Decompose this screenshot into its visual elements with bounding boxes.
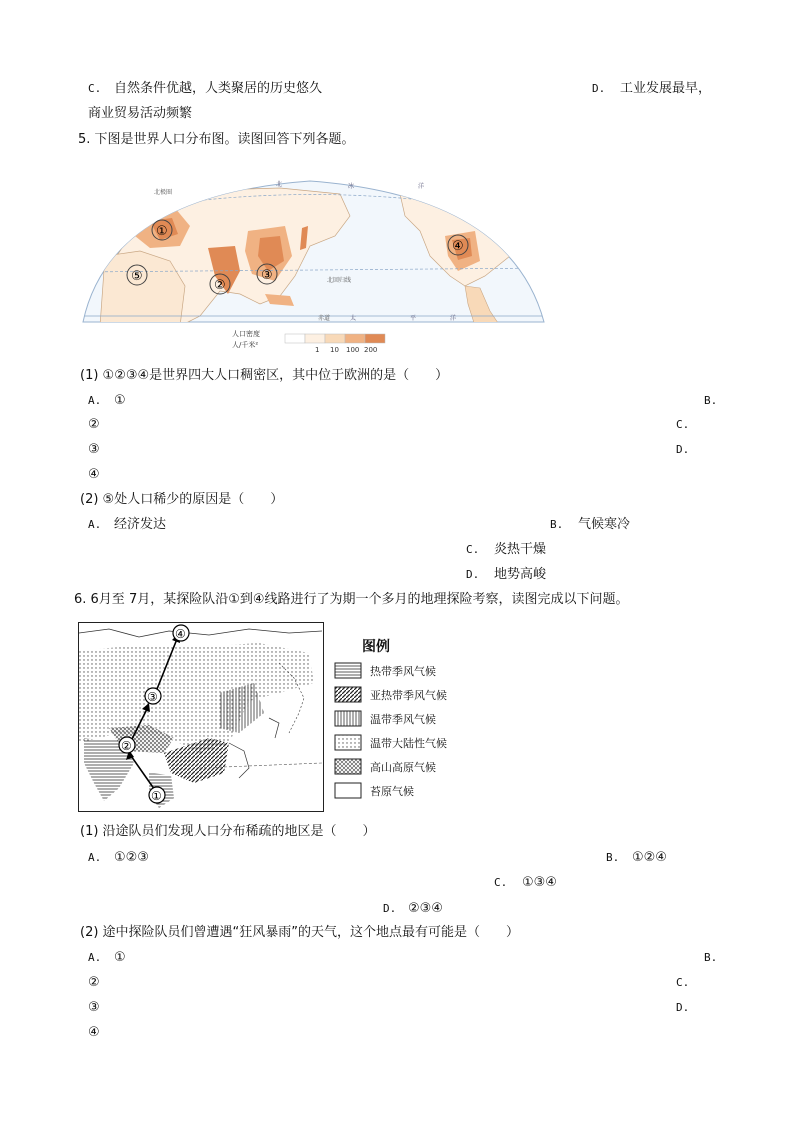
- climate-legend: [334, 636, 494, 808]
- q5-sub2-a-text: 经济发达: [114, 517, 167, 532]
- q5-sub2-d-label: D.: [466, 568, 480, 581]
- swatch-highland: [335, 759, 361, 774]
- route-point-1: ①: [151, 789, 162, 803]
- label-pacific-2: 平: [410, 315, 417, 322]
- q5-sub2-b-text: 气候寒冷: [578, 517, 631, 532]
- map-marker-5: ⑤: [131, 269, 143, 284]
- route-point-3: ③: [147, 690, 158, 704]
- q6-sub1-d-text: ②③④: [408, 901, 443, 916]
- q6-sub2-a-label: A.: [88, 951, 102, 964]
- swatch-temperate-continental: [335, 735, 361, 750]
- q6-sub1-d-label: D.: [383, 902, 397, 915]
- q5-sub2-d-text: 地势高峻: [494, 567, 547, 582]
- density-tick-1: 1: [315, 346, 320, 354]
- q6-sub2-c-label: C.: [676, 976, 690, 989]
- label-pacific-3: 洋: [450, 315, 457, 322]
- q6-sub2-b-text: ②: [88, 975, 100, 990]
- q5-sub1-a-text: ①: [114, 393, 126, 408]
- q6-sub2-c-text: ③: [88, 1000, 100, 1015]
- label-arctic-ocean-3: 洋: [418, 183, 425, 190]
- legend-label-tundra: 苔原气候: [370, 785, 414, 798]
- label-equator: 赤道: [318, 315, 331, 322]
- q5-sub1-c-label: C.: [676, 418, 690, 431]
- swatch-temperate-monsoon: [335, 711, 361, 726]
- legend-label-tropical-monsoon: 热带季风气候: [370, 665, 436, 678]
- q6-sub2-d-label: D.: [676, 1001, 690, 1014]
- q4-option-d-text: 工业发展最早，: [620, 81, 712, 96]
- q5-sub1-b-label: B.: [704, 394, 718, 407]
- swatch-tropical-monsoon: [335, 663, 361, 678]
- map-marker-2: ②: [214, 278, 226, 293]
- q6-sub2-a-text: ①: [114, 950, 126, 965]
- q4-option-c-text: 自然条件优越，人类聚居的历史悠久: [114, 81, 323, 96]
- legend-label-subtropical-monsoon: 亚热带季风气候: [370, 689, 447, 702]
- route-point-4: ④: [175, 627, 186, 641]
- q5-sub1-b-text: ②: [88, 417, 100, 432]
- q5-sub2-c-text: 炎热干燥: [494, 542, 547, 557]
- q4-option-d-label: D.: [592, 82, 606, 95]
- q6-sub1-c-text: ①③④: [522, 875, 557, 890]
- world-population-map: [80, 176, 550, 356]
- climate-legend-title: 图例: [362, 639, 390, 655]
- q5-sub2-b-label: B.: [550, 518, 564, 531]
- q6-sub1-a-label: A.: [88, 851, 102, 864]
- legend-label-temperate-monsoon: 温带季风气候: [370, 713, 436, 726]
- q5-sub2-a-label: A.: [88, 518, 102, 531]
- q5-sub1-c-text: ③: [88, 442, 100, 457]
- q5-sub1-a-label: A.: [88, 394, 102, 407]
- q6-sub2-stem: (2) 途中探险队员们曾遭遇“狂风暴雨”的天气，这个地点最有可能是（ ）: [80, 925, 520, 940]
- q5-sub1-d-text: ④: [88, 467, 100, 482]
- asia-climate-map: [78, 622, 324, 812]
- map-marker-1: ①: [156, 224, 168, 239]
- density-legend-title: 人口密度: [232, 330, 260, 338]
- density-tick-10: 10: [330, 346, 339, 354]
- swatch-subtropical-monsoon: [335, 687, 361, 702]
- map-marker-4: ④: [452, 239, 464, 254]
- map-marker-3: ③: [261, 268, 273, 283]
- swatch-tundra: [335, 783, 361, 798]
- q6-sub2-d-text: ④: [88, 1025, 100, 1040]
- q6-sub1-b-text: ①②④: [632, 850, 667, 865]
- legend-label-temperate-continental: 温带大陆性气候: [370, 737, 447, 750]
- q5-sub2-stem: (2) ⑤处人口稀少的原因是（ ）: [80, 492, 284, 507]
- q6-sub2-b-label: B.: [704, 951, 718, 964]
- route-point-2: ②: [121, 739, 132, 753]
- density-tick-100: 100: [346, 346, 360, 354]
- label-arctic-circle: 北极圈: [154, 189, 173, 196]
- q5-sub1-stem: (1) ①②③④是世界四大人口稠密区，其中位于欧洲的是（ ）: [80, 368, 449, 383]
- q6-sub1-c-label: C.: [494, 876, 508, 889]
- q5-sub1-d-label: D.: [676, 443, 690, 456]
- q5-sub2-c-label: C.: [466, 543, 480, 556]
- label-arctic-ocean-1: 北: [276, 181, 283, 188]
- label-pacific-1: 太: [350, 315, 357, 322]
- density-tick-200: 200: [364, 346, 378, 354]
- q6-stem: 6. 6月至 7月，某探险队沿①到④线路进行了为期一个多月的地理探险考察，读图完成以下问题。: [74, 592, 629, 607]
- q6-sub1-b-label: B.: [606, 851, 620, 864]
- density-legend-unit: 人/千米²: [232, 341, 259, 349]
- q4-option-c-label: C.: [88, 82, 102, 95]
- label-arctic-ocean-2: 冰: [348, 183, 355, 190]
- legend-label-highland: 高山高原气候: [370, 761, 436, 774]
- q4-option-d-continuation: 商业贸易活动频繁: [88, 106, 193, 121]
- q5-stem: 5. 下图是世界人口分布图。读图回答下列各题。: [78, 132, 355, 147]
- q6-sub1-stem: (1) 沿途队员们发现人口分布稀疏的地区是（ ）: [80, 824, 376, 839]
- label-tropic-of-cancer: 北回归线: [327, 277, 352, 284]
- q6-sub1-a-text: ①②③: [114, 850, 149, 865]
